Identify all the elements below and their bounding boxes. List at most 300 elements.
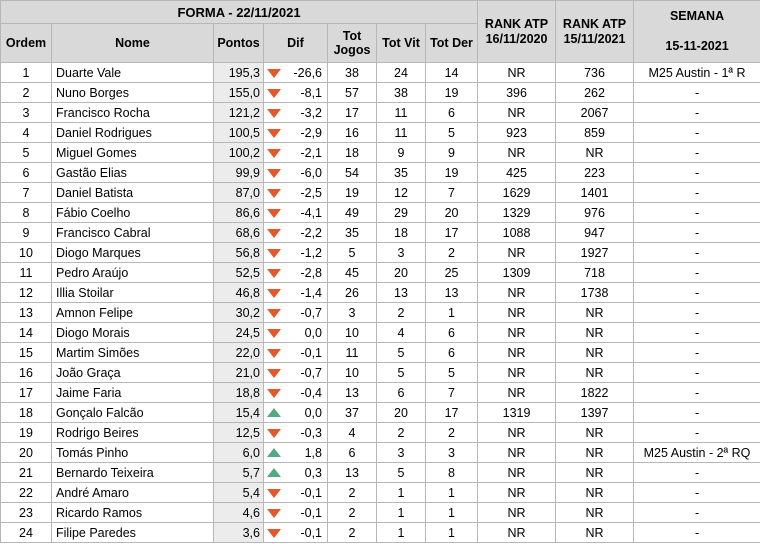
cell-tot-der: 6: [426, 323, 478, 343]
cell-tot-der: 2: [426, 423, 478, 443]
cell-rank-2020: 1629: [478, 183, 556, 203]
cell-nome: Miguel Gomes: [52, 143, 214, 163]
cell-tot-jogos: 35: [328, 223, 377, 243]
cell-nome: João Graça: [52, 363, 214, 383]
triangle-up-icon: [267, 408, 281, 417]
cell-tot-jogos: 6: [328, 443, 377, 463]
cell-tot-jogos: 2: [328, 503, 377, 523]
cell-tot-der: 9: [426, 143, 478, 163]
col-dif: Dif: [264, 24, 328, 63]
cell-pontos: 100,5: [214, 123, 264, 143]
cell-pontos: 87,0: [214, 183, 264, 203]
dif-value: -1,2: [300, 245, 322, 260]
cell-rank-2020: NR: [478, 323, 556, 343]
cell-tot-vit: 13: [377, 283, 426, 303]
triangle-down-icon: [267, 369, 281, 378]
cell-ordem: 18: [1, 403, 52, 423]
dif-value: -0,1: [300, 505, 322, 520]
cell-pontos: 24,5: [214, 323, 264, 343]
cell-tot-vit: 1: [377, 523, 426, 543]
cell-nome: André Amaro: [52, 483, 214, 503]
dif-value: -1,4: [300, 285, 322, 300]
cell-nome: Jaime Faria: [52, 383, 214, 403]
cell-rank-2020: NR: [478, 143, 556, 163]
cell-tot-der: 1: [426, 503, 478, 523]
cell-semana: -: [634, 283, 760, 303]
cell-ordem: 9: [1, 223, 52, 243]
cell-tot-vit: 29: [377, 203, 426, 223]
col-tot-jogos-label: Tot Jogos: [333, 29, 371, 57]
triangle-down-icon: [267, 189, 281, 198]
cell-ordem: 22: [1, 483, 52, 503]
forma-title: FORMA - 22/11/2021: [1, 1, 478, 24]
cell-semana: -: [634, 483, 760, 503]
cell-rank-2020: NR: [478, 523, 556, 543]
cell-tot-vit: 4: [377, 323, 426, 343]
dif-value: -2,8: [300, 265, 322, 280]
triangle-down-icon: [267, 229, 281, 238]
cell-ordem: 15: [1, 343, 52, 363]
semana-header: [634, 1, 760, 63]
cell-rank-2021: 1397: [556, 403, 634, 423]
cell-semana: -: [634, 403, 760, 423]
cell-tot-vit: 2: [377, 423, 426, 443]
cell-rank-2020: 425: [478, 163, 556, 183]
cell-tot-der: 6: [426, 103, 478, 123]
cell-tot-jogos: 26: [328, 283, 377, 303]
dif-value: -0,3: [300, 425, 322, 440]
col-nome: Nome: [52, 24, 214, 63]
cell-semana: -: [634, 223, 760, 243]
cell-tot-der: 13: [426, 283, 478, 303]
cell-rank-2021: 1822: [556, 383, 634, 403]
triangle-down-icon: [267, 489, 281, 498]
cell-dif: [264, 403, 328, 423]
cell-dif: [264, 263, 328, 283]
table-row: [1, 323, 760, 343]
cell-dif: [264, 203, 328, 223]
dif-value: -8,1: [300, 85, 322, 100]
triangle-down-icon: [267, 509, 281, 518]
cell-tot-vit: 5: [377, 363, 426, 383]
cell-nome: Daniel Rodrigues: [52, 123, 214, 143]
cell-tot-der: 17: [426, 403, 478, 423]
cell-pontos: 99,9: [214, 163, 264, 183]
cell-nome: Gastão Elias: [52, 163, 214, 183]
cell-rank-2020: NR: [478, 363, 556, 383]
cell-semana: -: [634, 523, 760, 543]
table-row: [1, 383, 760, 403]
cell-pontos: 15,4: [214, 403, 264, 423]
cell-tot-vit: 3: [377, 443, 426, 463]
cell-rank-2021: 859: [556, 123, 634, 143]
cell-tot-vit: 9: [377, 143, 426, 163]
triangle-up-icon: [267, 448, 281, 457]
cell-tot-der: 3: [426, 443, 478, 463]
cell-dif: [264, 363, 328, 383]
cell-dif: [264, 283, 328, 303]
cell-pontos: 86,6: [214, 203, 264, 223]
dif-value: -2,1: [300, 145, 322, 160]
cell-dif: [264, 523, 328, 543]
cell-semana: -: [634, 263, 760, 283]
dif-value: -0,1: [300, 525, 322, 540]
cell-tot-vit: 11: [377, 123, 426, 143]
cell-nome: Gonçalo Falcão: [52, 403, 214, 423]
cell-tot-vit: 2: [377, 303, 426, 323]
cell-tot-der: 20: [426, 203, 478, 223]
cell-nome: Francisco Cabral: [52, 223, 214, 243]
cell-tot-vit: 35: [377, 163, 426, 183]
cell-nome: Daniel Batista: [52, 183, 214, 203]
cell-rank-2020: NR: [478, 343, 556, 363]
cell-semana: -: [634, 303, 760, 323]
cell-semana: -: [634, 463, 760, 483]
table-row: [1, 343, 760, 363]
table-row: [1, 483, 760, 503]
cell-dif: [264, 63, 328, 83]
cell-ordem: 7: [1, 183, 52, 203]
cell-semana: -: [634, 363, 760, 383]
cell-tot-vit: 18: [377, 223, 426, 243]
triangle-down-icon: [267, 289, 281, 298]
triangle-down-icon: [267, 129, 281, 138]
triangle-down-icon: [267, 329, 281, 338]
triangle-down-icon: [267, 529, 281, 538]
cell-tot-jogos: 4: [328, 423, 377, 443]
cell-ordem: 23: [1, 503, 52, 523]
cell-rank-2021: 2067: [556, 103, 634, 123]
cell-rank-2020: NR: [478, 63, 556, 83]
triangle-down-icon: [267, 69, 281, 78]
cell-ordem: 12: [1, 283, 52, 303]
cell-rank-2021: NR: [556, 363, 634, 383]
triangle-down-icon: [267, 349, 281, 358]
table-row: [1, 203, 760, 223]
table-row: [1, 443, 760, 463]
table-row: [1, 83, 760, 103]
cell-rank-2021: 1927: [556, 243, 634, 263]
table-row: [1, 143, 760, 163]
cell-ordem: 19: [1, 423, 52, 443]
cell-rank-2020: 923: [478, 123, 556, 143]
col-tot-vit: Tot Vit: [377, 24, 426, 63]
cell-pontos: 18,8: [214, 383, 264, 403]
cell-rank-2021: 223: [556, 163, 634, 183]
cell-pontos: 5,7: [214, 463, 264, 483]
dif-value: 0,3: [304, 465, 322, 480]
cell-tot-der: 1: [426, 303, 478, 323]
cell-pontos: 30,2: [214, 303, 264, 323]
semana-label: SEMANA: [669, 9, 725, 23]
dif-value: 0,0: [304, 325, 322, 340]
cell-rank-2021: NR: [556, 523, 634, 543]
cell-rank-2021: 1738: [556, 283, 634, 303]
cell-ordem: 11: [1, 263, 52, 283]
cell-tot-jogos: 11: [328, 343, 377, 363]
cell-tot-jogos: 38: [328, 63, 377, 83]
table-row: [1, 243, 760, 263]
cell-rank-2020: 1309: [478, 263, 556, 283]
cell-ordem: 8: [1, 203, 52, 223]
cell-tot-jogos: 19: [328, 183, 377, 203]
table-row: [1, 183, 760, 203]
cell-nome: Nuno Borges: [52, 83, 214, 103]
cell-semana: -: [634, 143, 760, 163]
triangle-down-icon: [267, 269, 281, 278]
cell-pontos: 5,4: [214, 483, 264, 503]
cell-tot-der: 8: [426, 463, 478, 483]
cell-rank-2021: 262: [556, 83, 634, 103]
cell-ordem: 21: [1, 463, 52, 483]
cell-tot-der: 7: [426, 383, 478, 403]
dif-value: -26,6: [293, 65, 322, 80]
cell-tot-der: 1: [426, 483, 478, 503]
cell-semana: -: [634, 423, 760, 443]
cell-tot-vit: 6: [377, 383, 426, 403]
rank-atp-2021-label: RANK ATP: [562, 16, 627, 31]
cell-tot-jogos: 2: [328, 523, 377, 543]
cell-dif: [264, 103, 328, 123]
dif-value: -2,9: [300, 125, 322, 140]
cell-tot-vit: 20: [377, 403, 426, 423]
cell-rank-2020: NR: [478, 463, 556, 483]
triangle-down-icon: [267, 89, 281, 98]
cell-tot-der: 2: [426, 243, 478, 263]
cell-rank-2020: NR: [478, 443, 556, 463]
cell-rank-2021: NR: [556, 443, 634, 463]
cell-nome: Illia Stoilar: [52, 283, 214, 303]
cell-tot-der: 19: [426, 83, 478, 103]
dif-value: -0,4: [300, 385, 322, 400]
cell-dif: [264, 483, 328, 503]
cell-semana: -: [634, 203, 760, 223]
col-pontos: Pontos: [214, 24, 264, 63]
cell-dif: [264, 83, 328, 103]
cell-semana: -: [634, 383, 760, 403]
cell-semana: -: [634, 343, 760, 363]
semana-date: 15-11-2021: [665, 39, 729, 53]
cell-tot-vit: 38: [377, 83, 426, 103]
cell-rank-2020: 1088: [478, 223, 556, 243]
cell-rank-2021: 1401: [556, 183, 634, 203]
rank-atp-2021-date: 15/11/2021: [563, 31, 626, 46]
rank-atp-2020-label: RANK ATP: [484, 16, 549, 31]
cell-semana: -: [634, 503, 760, 523]
cell-rank-2021: NR: [556, 423, 634, 443]
cell-dif: [264, 503, 328, 523]
cell-semana: -: [634, 323, 760, 343]
cell-rank-2020: NR: [478, 423, 556, 443]
cell-semana: -: [634, 83, 760, 103]
cell-dif: [264, 463, 328, 483]
cell-nome: Ricardo Ramos: [52, 503, 214, 523]
cell-ordem: 17: [1, 383, 52, 403]
table-body: [1, 63, 760, 543]
cell-ordem: 14: [1, 323, 52, 343]
cell-rank-2021: NR: [556, 483, 634, 503]
table-row: [1, 263, 760, 283]
cell-rank-2020: NR: [478, 103, 556, 123]
cell-tot-jogos: 3: [328, 303, 377, 323]
table-row: [1, 463, 760, 483]
cell-rank-2020: NR: [478, 383, 556, 403]
rank-atp-2021-header: [556, 1, 634, 63]
cell-semana: -: [634, 183, 760, 203]
cell-dif: [264, 243, 328, 263]
cell-tot-jogos: 13: [328, 463, 377, 483]
cell-dif: [264, 163, 328, 183]
triangle-down-icon: [267, 209, 281, 218]
cell-dif: [264, 223, 328, 243]
cell-tot-jogos: 54: [328, 163, 377, 183]
cell-dif: [264, 343, 328, 363]
cell-pontos: 22,0: [214, 343, 264, 363]
table-row: [1, 283, 760, 303]
col-ordem: Ordem: [1, 24, 52, 63]
cell-rank-2021: 718: [556, 263, 634, 283]
cell-ordem: 5: [1, 143, 52, 163]
rank-atp-2020-date: 16/11/2020: [485, 31, 548, 46]
cell-semana: M25 Austin - 1ª R: [634, 63, 760, 83]
cell-rank-2020: 396: [478, 83, 556, 103]
cell-pontos: 52,5: [214, 263, 264, 283]
cell-pontos: 12,5: [214, 423, 264, 443]
dif-value: 0,0: [304, 405, 322, 420]
cell-nome: Duarte Vale: [52, 63, 214, 83]
table-row: [1, 223, 760, 243]
cell-dif: [264, 423, 328, 443]
triangle-down-icon: [267, 109, 281, 118]
cell-pontos: 155,0: [214, 83, 264, 103]
cell-nome: Diogo Morais: [52, 323, 214, 343]
cell-tot-vit: 5: [377, 343, 426, 363]
cell-tot-der: 25: [426, 263, 478, 283]
cell-ordem: 13: [1, 303, 52, 323]
table-row: [1, 103, 760, 123]
cell-nome: Filipe Paredes: [52, 523, 214, 543]
cell-nome: Fábio Coelho: [52, 203, 214, 223]
cell-tot-jogos: 5: [328, 243, 377, 263]
cell-tot-jogos: 17: [328, 103, 377, 123]
cell-tot-vit: 1: [377, 503, 426, 523]
cell-tot-vit: 20: [377, 263, 426, 283]
cell-dif: [264, 143, 328, 163]
cell-ordem: 4: [1, 123, 52, 143]
cell-tot-der: 19: [426, 163, 478, 183]
cell-tot-vit: 3: [377, 243, 426, 263]
table-row: [1, 303, 760, 323]
cell-pontos: 56,8: [214, 243, 264, 263]
cell-ordem: 2: [1, 83, 52, 103]
cell-tot-vit: 12: [377, 183, 426, 203]
cell-ordem: 1: [1, 63, 52, 83]
cell-tot-der: 17: [426, 223, 478, 243]
cell-tot-jogos: 2: [328, 483, 377, 503]
cell-tot-jogos: 18: [328, 143, 377, 163]
cell-rank-2021: NR: [556, 343, 634, 363]
table-row: [1, 123, 760, 143]
cell-rank-2020: NR: [478, 483, 556, 503]
cell-nome: Amnon Felipe: [52, 303, 214, 323]
cell-rank-2020: 1329: [478, 203, 556, 223]
cell-semana: -: [634, 163, 760, 183]
cell-rank-2020: NR: [478, 503, 556, 523]
cell-nome: Martim Simões: [52, 343, 214, 363]
cell-rank-2021: NR: [556, 323, 634, 343]
cell-dif: [264, 383, 328, 403]
cell-nome: Tomás Pinho: [52, 443, 214, 463]
col-tot-jogos: [328, 24, 377, 63]
cell-rank-2020: NR: [478, 243, 556, 263]
triangle-down-icon: [267, 389, 281, 398]
dif-value: -4,1: [300, 205, 322, 220]
cell-tot-jogos: 57: [328, 83, 377, 103]
cell-rank-2021: NR: [556, 303, 634, 323]
cell-tot-vit: 11: [377, 103, 426, 123]
cell-pontos: 21,0: [214, 363, 264, 383]
table-row: [1, 363, 760, 383]
cell-nome: Pedro Araújo: [52, 263, 214, 283]
dif-value: -0,1: [300, 345, 322, 360]
cell-pontos: 4,6: [214, 503, 264, 523]
dif-value: -2,2: [300, 225, 322, 240]
cell-nome: Diogo Marques: [52, 243, 214, 263]
cell-dif: [264, 443, 328, 463]
cell-tot-jogos: 45: [328, 263, 377, 283]
cell-rank-2020: 1319: [478, 403, 556, 423]
cell-semana: M25 Austin - 2ª RQ: [634, 443, 760, 463]
cell-pontos: 68,6: [214, 223, 264, 243]
cell-rank-2021: NR: [556, 463, 634, 483]
cell-nome: Francisco Rocha: [52, 103, 214, 123]
table-row: [1, 403, 760, 423]
cell-pontos: 100,2: [214, 143, 264, 163]
cell-pontos: 3,6: [214, 523, 264, 543]
cell-ordem: 3: [1, 103, 52, 123]
triangle-down-icon: [267, 149, 281, 158]
cell-tot-der: 6: [426, 343, 478, 363]
col-tot-der: Tot Der: [426, 24, 478, 63]
dif-value: -0,7: [300, 365, 322, 380]
cell-ordem: 6: [1, 163, 52, 183]
cell-ordem: 24: [1, 523, 52, 543]
table-row: [1, 523, 760, 543]
cell-tot-vit: 5: [377, 463, 426, 483]
table-row: [1, 63, 760, 83]
cell-rank-2021: NR: [556, 143, 634, 163]
dif-value: -0,7: [300, 305, 322, 320]
cell-rank-2021: 736: [556, 63, 634, 83]
cell-rank-2021: 976: [556, 203, 634, 223]
cell-tot-jogos: 13: [328, 383, 377, 403]
dif-value: -3,2: [300, 105, 322, 120]
cell-ordem: 10: [1, 243, 52, 263]
table-row: [1, 163, 760, 183]
cell-tot-der: 5: [426, 363, 478, 383]
cell-tot-vit: 1: [377, 483, 426, 503]
cell-dif: [264, 303, 328, 323]
dif-value: -2,5: [300, 185, 322, 200]
cell-tot-jogos: 49: [328, 203, 377, 223]
cell-dif: [264, 183, 328, 203]
cell-tot-jogos: 37: [328, 403, 377, 423]
cell-rank-2021: 947: [556, 223, 634, 243]
cell-tot-jogos: 10: [328, 363, 377, 383]
rank-atp-2020-header: [478, 1, 556, 63]
table-row: [1, 423, 760, 443]
cell-tot-der: 7: [426, 183, 478, 203]
